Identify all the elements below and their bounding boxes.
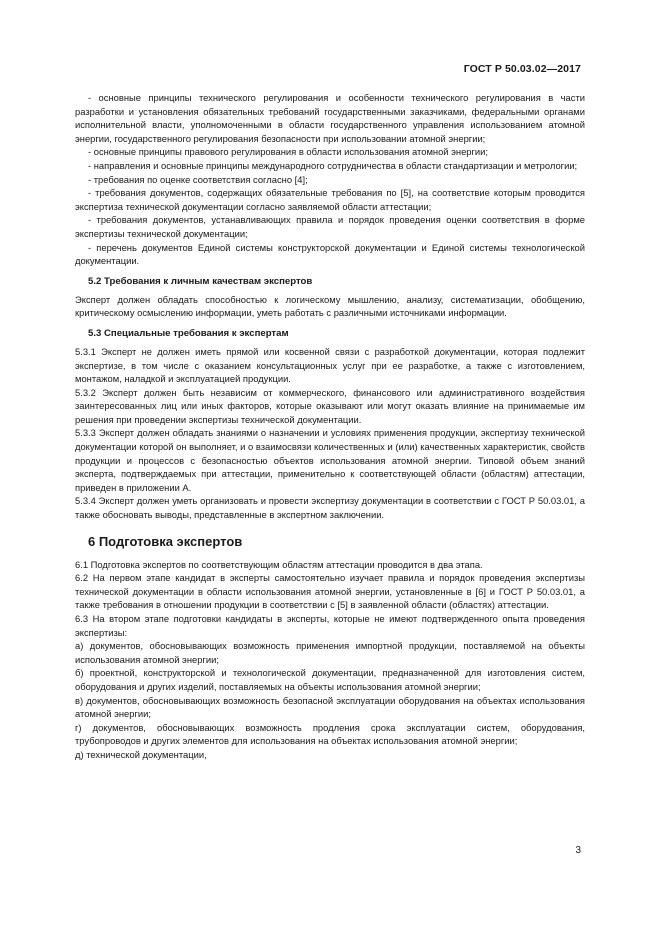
paragraph: 6.2 На первом этапе кандидат в эксперты самостоятельно изучает правила и порядок проведения экспертизы технической документации в области использования атомной энергии, установленные в [6] и ГОСТ Р 50.03.01, а также требования в отношении продукции в соответствии с [5] в заявленной области (областях) аттестации.: [75, 572, 585, 611]
list-item: д) технической документации,: [75, 748, 207, 760]
paragraph: 5.3.3 Эксперт должен обладать знаниями о назначении и условиях применения продукции, экспертизу технической документации которой он выполняет, и о взаимосвязи количественных и (или) качественных характеристик, свойств продукции и процессов с безопасностью объектов использования атомной энергии. Типовой объем знаний эксперта, подтверждаемых при аттестации, применительно к соответствующей области (областям) аттестации, приведен в приложении А.: [75, 427, 585, 493]
paragraph: 6.3 На втором этапе подготовки кандидаты в эксперты, которые не имеют подтвержденного опыта проведения экспертизы:: [75, 613, 585, 638]
section-heading-5-2: 5.2 Требования к личным качествам экспертов: [88, 275, 313, 287]
list-item: - требования документов, содержащих обязательные требования по [5], на соответствие которым проводится экспертиза технической документации согласно заявляемой области аттестации;: [75, 187, 585, 212]
section-heading-5-3: 5.3 Специальные требования к экспертам: [88, 327, 289, 339]
document-header: ГОСТ Р 50.03.02—2017: [463, 63, 581, 75]
list-item: б) проектной, конструкторской и технологической документации, предназначенной для изготовления систем, оборудования и других изделий, поставляемых на объекты использования атомной энергии;: [75, 667, 585, 692]
list-item: г) документов, обосновывающих возможность продления срока эксплуатации систем, оборудования, трубопроводов и других элементов для использования на объектах использования атомной энергии;: [75, 721, 585, 747]
list-item: в) документов, обосновывающих возможность безопасной эксплуатации оборудования на объектах использования атомной энергии;: [75, 694, 585, 720]
list-item: - перечень документов Единой системы конструкторской документации и Единой системы технологической документации.: [75, 241, 585, 267]
section-heading-6: 6 Подготовка экспертов: [88, 533, 243, 549]
paragraph: 5.3.4 Эксперт должен уметь организовать и провести экспертизу документации в соответствии с ГОСТ Р 50.03.01, а также обосновать выводы, представленные в экспертном заключении.: [75, 495, 585, 521]
paragraph: 5.3.1 Эксперт не должен иметь прямой или косвенной связи с разработкой документации, которая подлежит экспертизе, в том числе с оказанием консультационных услуг при ее разработке, а также с изготовлением, монтажом, наладкой и эксплуатацией продукции.: [75, 345, 585, 385]
list-item: а) документов, обосновывающих возможность применения импортной продукции, поставляемой на объекты использования атомной энергии;: [75, 640, 585, 665]
list-item: - требования документов, устанавливающих правила и порядок проведения оценки соответствия в форме экспертизы технической документации;: [75, 214, 585, 239]
requirements-list: [75, 91, 585, 268]
page-number: 3: [575, 845, 581, 856]
paragraph: Эксперт должен обладать способностью к логическому мышлению, анализу, систематизации, обобщению, критическому осмыслению информации, уметь работать с различными источниками информации.: [75, 293, 585, 319]
list-item: - направления и основные принципы международного сотрудничества в области стандартизации и метрологии;: [88, 159, 578, 171]
list-item: - основные принципы правового регулирования в области использования атомной энергии;: [88, 146, 489, 158]
list-item: - основные принципы технического регулирования и особенности технического регулирования в части разработки и установления обязательных требований государственными заказчиками, федеральными органами исполнительной власти, уполномоченными в области государственного управления использованием атомной энергии, государственного регулирования безопасности при использовании атомной энергии;: [75, 92, 585, 144]
paragraph: 5.3.2 Эксперт должен быть независим от коммерческого, финансового или административного воздействия заинтересованных лиц или иных факторов, которые оказывают или могут оказать влияние на принимаемые им решения при проведении экспертизы технической документации.: [75, 386, 585, 425]
document-body: [75, 91, 585, 762]
list-item: - требования по оценке соответствия согласно [4];: [88, 173, 308, 185]
paragraph: 6.1 Подготовка экспертов по соответствующим областям аттестации проводится в два этапа.: [75, 558, 483, 570]
